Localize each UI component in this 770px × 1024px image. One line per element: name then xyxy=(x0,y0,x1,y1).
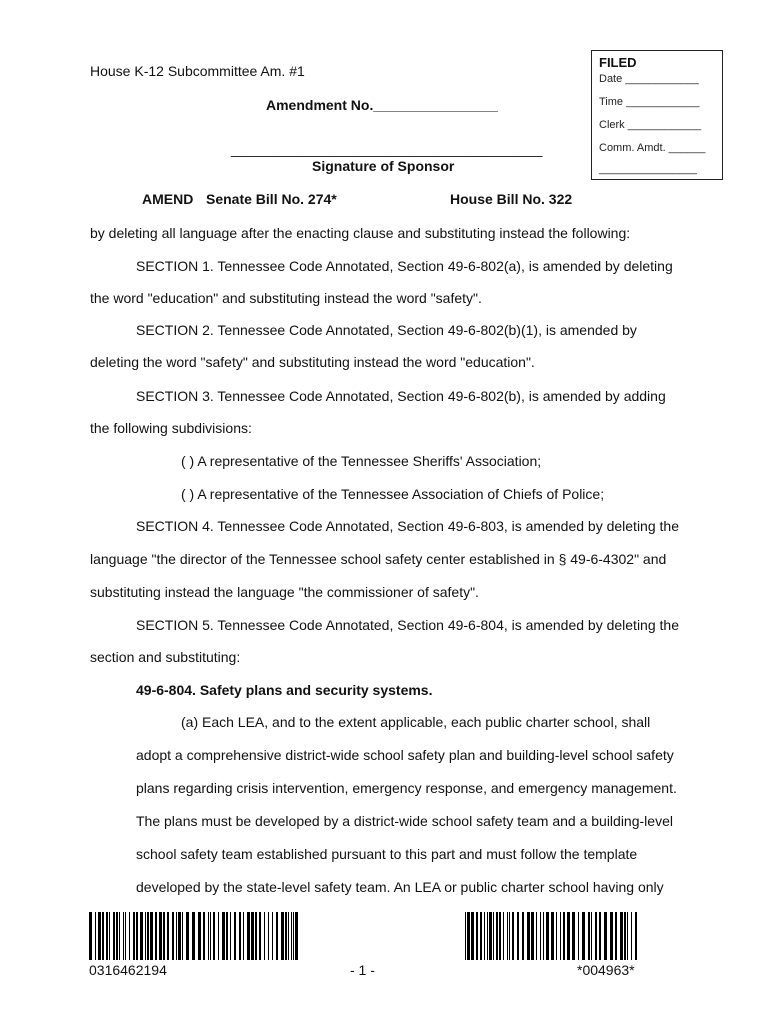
barcode-bar xyxy=(163,912,165,960)
section-3-line-2: the following subdivisions: xyxy=(90,420,252,436)
barcode-bar xyxy=(293,912,294,960)
barcode-bar xyxy=(218,912,219,960)
barcode-bar xyxy=(631,912,632,960)
barcode-bar xyxy=(531,912,534,960)
barcode-bar xyxy=(159,912,162,960)
barcode-bar xyxy=(595,912,597,960)
barcode-bar xyxy=(95,912,96,960)
section-4-line-1: SECTION 4. Tennessee Code Annotated, Section 49-6-803, is amended by deleting the xyxy=(136,518,679,534)
barcode-bar xyxy=(147,912,149,960)
barcode-bar xyxy=(493,912,494,960)
amend-label: AMEND xyxy=(142,191,194,207)
barcode-bar xyxy=(230,912,231,960)
barcode-left-image xyxy=(89,912,299,960)
barcode-bar xyxy=(272,912,273,960)
barcode-bar xyxy=(624,912,626,960)
page-number: - 1 - xyxy=(350,962,375,978)
barcode-bar xyxy=(281,912,284,960)
barcode-bar xyxy=(251,912,254,960)
amendment-number: Amendment No.________________ xyxy=(266,97,498,113)
section-3-item-2: ( ) A representative of the Tennessee Association of Chiefs of Police; xyxy=(181,486,605,502)
barcode-bar xyxy=(487,912,488,960)
barcode-bar xyxy=(615,912,617,960)
barcode-bar xyxy=(178,912,181,960)
barcode-bar xyxy=(129,912,130,960)
barcode-bar xyxy=(208,912,209,960)
barcode-bar xyxy=(546,912,549,960)
section-4-line-3: substituting instead the language "the commissioner of safety". xyxy=(90,584,479,600)
section-2-line-1: SECTION 2. Tennessee Code Annotated, Section 49-6-802(b)(1), is amended by xyxy=(136,322,637,338)
barcode-bar xyxy=(503,912,504,960)
filed-comm-amdt: Comm. Amdt. ______ xyxy=(599,142,706,154)
paragraph-a-line-6: developed by the state-level safety team. An LEA or public charter school having only xyxy=(136,879,664,895)
section-4-line-2: language "the director of the Tennessee school safety center established in § 49-6-4302" and xyxy=(90,551,667,567)
barcode-bar xyxy=(182,912,183,960)
footer-amendment-code: *004963* xyxy=(577,962,635,978)
barcode-bar xyxy=(133,912,135,960)
barcode-bar xyxy=(136,912,138,960)
barcode-bar xyxy=(176,912,177,960)
barcode-bar xyxy=(582,912,585,960)
barcode-bar xyxy=(288,912,289,960)
barcode-bar xyxy=(291,912,292,960)
paragraph-a-line-4: The plans must be developed by a district-wide school safety team and a building-level xyxy=(136,813,673,829)
barcode-bar xyxy=(480,912,482,960)
house-bill-number: House Bill No. 322 xyxy=(450,191,573,207)
barcode-bar xyxy=(635,912,637,960)
barcode-bar xyxy=(155,912,157,960)
barcode-bar xyxy=(610,912,613,960)
barcode-bar xyxy=(150,912,153,960)
barcode-bar xyxy=(102,912,104,960)
barcode-bar xyxy=(563,912,565,960)
barcode-bar xyxy=(243,912,244,960)
barcode-bar xyxy=(560,912,561,960)
barcode-bar xyxy=(476,912,478,960)
barcode-bar xyxy=(255,912,257,960)
paragraph-a-line-3: plans regarding crisis intervention, emergency response, and emergency management. xyxy=(136,780,677,796)
barcode-bar xyxy=(234,912,236,960)
filed-clerk: Clerk ____________ xyxy=(599,119,702,131)
barcode-bar xyxy=(172,912,174,960)
barcode-bar xyxy=(247,912,250,960)
section-3-item-1: ( ) A representative of the Tennessee Sheriffs' Association; xyxy=(181,453,542,469)
barcode-bar xyxy=(540,912,541,960)
signature-label: Signature of Sponsor xyxy=(312,158,455,174)
barcode-bar xyxy=(465,912,466,960)
barcode-bar xyxy=(264,912,265,960)
filed-blank-line: ________________ xyxy=(599,163,697,175)
barcode-bar xyxy=(109,912,110,960)
barcode-bar xyxy=(119,912,120,960)
barcode-bar xyxy=(509,912,510,960)
barcode-bar xyxy=(222,912,225,960)
barcode-bar xyxy=(116,912,118,960)
barcode-bar xyxy=(123,912,124,960)
barcode-bar xyxy=(98,912,101,960)
footer-document-code: 0316462194 xyxy=(89,962,167,978)
barcode-bar xyxy=(203,912,205,960)
barcode-bar xyxy=(536,912,537,960)
barcode-bar xyxy=(210,912,211,960)
barcode-bar xyxy=(239,912,241,960)
section-5-line-1: SECTION 5. Tennessee Code Annotated, Section 49-6-804, is amended by deleting the xyxy=(136,617,679,633)
section-3-line-1: SECTION 3. Tennessee Code Annotated, Section 49-6-802(b), is amended by adding xyxy=(136,388,666,404)
filed-date: Date ____________ xyxy=(599,73,699,85)
barcode-bar xyxy=(295,912,298,960)
barcode-bar xyxy=(588,912,590,960)
barcode-bar xyxy=(543,912,544,960)
barcode-bar xyxy=(551,912,554,960)
barcode-right-image xyxy=(465,912,637,960)
section-heading: 49-6-804. Safety plans and security systems. xyxy=(136,682,433,698)
barcode-bar xyxy=(484,912,485,960)
barcode-bar xyxy=(591,912,592,960)
barcode-bar xyxy=(572,912,575,960)
barcode-bar xyxy=(192,912,195,960)
filed-time: Time ____________ xyxy=(599,96,700,108)
section-1-line-1: SECTION 1. Tennessee Code Annotated, Section 49-6-802(a), is amended by deleting xyxy=(136,258,673,274)
section-5-line-2: section and substituting: xyxy=(90,649,241,665)
barcode-bar xyxy=(496,912,498,960)
barcode-bar xyxy=(499,912,501,960)
barcode-bar xyxy=(226,912,228,960)
barcode-bar xyxy=(527,912,530,960)
senate-bill-number: Senate Bill No. 274* xyxy=(206,191,337,207)
barcode-bar xyxy=(512,912,514,960)
barcode-bar xyxy=(578,912,579,960)
barcode-bar xyxy=(489,912,492,960)
filed-title: FILED xyxy=(599,55,637,70)
barcode-bar xyxy=(507,912,508,960)
barcode-bar xyxy=(268,912,269,960)
barcode-bar xyxy=(627,912,628,960)
barcode-bar xyxy=(522,912,524,960)
barcode-bar xyxy=(89,912,92,960)
paragraph-a-line-5: school safety team established pursuant to this part and must follow the template xyxy=(136,846,638,862)
barcode-bar xyxy=(198,912,201,960)
barcode-bar xyxy=(106,912,108,960)
section-2-line-2: deleting the word "safety" and substituting instead the word "education". xyxy=(90,354,535,370)
paragraph-a-line-2: adopt a comprehensive district-wide school safety plan and building-level school safety xyxy=(136,747,674,763)
barcode-bar xyxy=(285,912,287,960)
barcode-bar xyxy=(556,912,557,960)
section-1-line-2: the word "education" and substituting instead the word "safety". xyxy=(90,290,482,306)
barcode-bar xyxy=(276,912,278,960)
barcode-bar xyxy=(604,912,607,960)
barcode-bar xyxy=(113,912,115,960)
barcode-bar xyxy=(125,912,126,960)
barcode-bar xyxy=(186,912,189,960)
barcode-bar xyxy=(517,912,519,960)
paragraph-a-line-1: (a) Each LEA, and to the extent applicable, each public charter school, shall xyxy=(181,714,651,730)
barcode-bar xyxy=(259,912,261,960)
filed-stamp-box xyxy=(591,50,723,180)
barcode-bar xyxy=(213,912,215,960)
barcode-bar xyxy=(567,912,570,960)
intro-paragraph: by deleting all language after the enacting clause and substituting instead the following: xyxy=(90,225,631,241)
barcode-bar xyxy=(620,912,623,960)
subcommittee-title: House K-12 Subcommittee Am. #1 xyxy=(90,63,305,79)
barcode-bar xyxy=(145,912,146,960)
barcode-bar xyxy=(167,912,169,960)
barcode-bar xyxy=(140,912,143,960)
barcode-bar xyxy=(599,912,601,960)
barcode-bar xyxy=(471,912,474,960)
signature-line: ________________________________________ xyxy=(231,141,543,157)
barcode-bar xyxy=(467,912,470,960)
